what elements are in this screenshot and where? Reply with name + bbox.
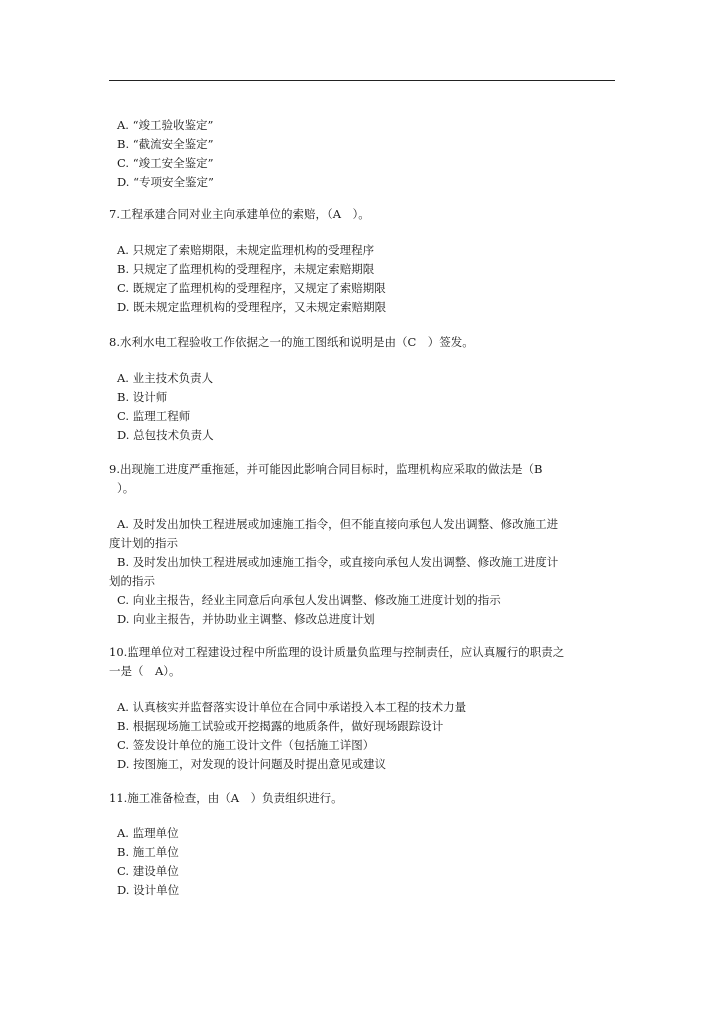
option-a: A. 及时发出加快工程进展或加速施工指令，但不能直接向承包人发出调整、修改施工进 — [117, 517, 559, 531]
option-b-cont: 划的指示 — [109, 574, 155, 588]
option-d: D. “专项安全鉴定” — [117, 175, 214, 189]
question-8: 8.水利水电工程验收工作依据之一的施工图纸和说明是由（C ）签发。 — [109, 335, 474, 349]
option-c: C. “竣工安全鉴定” — [117, 156, 214, 170]
option-a: A. 业主技术负责人 — [117, 371, 214, 385]
option-b: B. 只规定了监理机构的受理程序，未规定索赔期限 — [117, 262, 375, 276]
option-a: A. 监理单位 — [117, 826, 179, 840]
option-b: B. 根据现场施工试验或开挖揭露的地质条件，做好现场跟踪设计 — [117, 719, 444, 733]
option-d: D. 总包技术负责人 — [117, 428, 214, 442]
option-b: B. 设计师 — [117, 390, 168, 404]
option-c: C. 监理工程师 — [117, 409, 191, 423]
question-10: 10.监理单位对工程建设过程中所监理的设计质量负监理与控制责任，应认真履行的职责之 — [109, 645, 565, 659]
option-c: C. 既规定了监理机构的受理程序，又规定了索赔期限 — [117, 281, 386, 295]
option-b: B. 施工单位 — [117, 845, 179, 859]
question-9: 9.出现施工进度严重拖延，并可能因此影响合同目标时，监理机构应采取的做法是（B — [109, 462, 543, 476]
option-d: D. 向业主报告，并协助业主调整、修改总进度计划 — [117, 612, 375, 626]
option-c: C. 向业主报告，经业主同意后向承包人发出调整、修改施工进度计划的指示 — [117, 593, 501, 607]
question-10-cont: 一是（ A）。 — [109, 664, 181, 678]
option-a: A. 只规定了索赔期限，未规定监理机构的受理程序 — [117, 243, 375, 257]
question-9-cont: ）。 — [117, 481, 135, 495]
option-d: D. 设计单位 — [117, 883, 180, 897]
option-d: D. 按图施工，对发现的设计问题及时提出意见或建议 — [117, 757, 387, 771]
option-b: B. 及时发出加快工程进展或加速施工指令，或直接向承包人发出调整、修改施工进度计 — [117, 555, 559, 569]
question-11: 11.施工准备检查，由（A ）负责组织进行。 — [109, 791, 343, 805]
option-a: A. 认真核实并监督落实设计单位在合同中承诺投入本工程的技术力量 — [117, 700, 467, 714]
option-a: A. “竣工验收鉴定” — [117, 118, 214, 132]
option-c: C. 建设单位 — [117, 864, 179, 878]
header-rule — [109, 80, 615, 81]
option-b: B. “截流安全鉴定” — [117, 137, 214, 151]
option-c: C. 签发设计单位的施工设计文件（包括施工详图） — [117, 738, 375, 752]
option-d: D. 既未规定监理机构的受理程序，又未规定索赔期限 — [117, 300, 387, 314]
option-a-cont: 度计划的指示 — [109, 536, 178, 550]
question-7: 7.工程承建合同对业主向承建单位的索赔，（A ）。 — [109, 207, 370, 221]
